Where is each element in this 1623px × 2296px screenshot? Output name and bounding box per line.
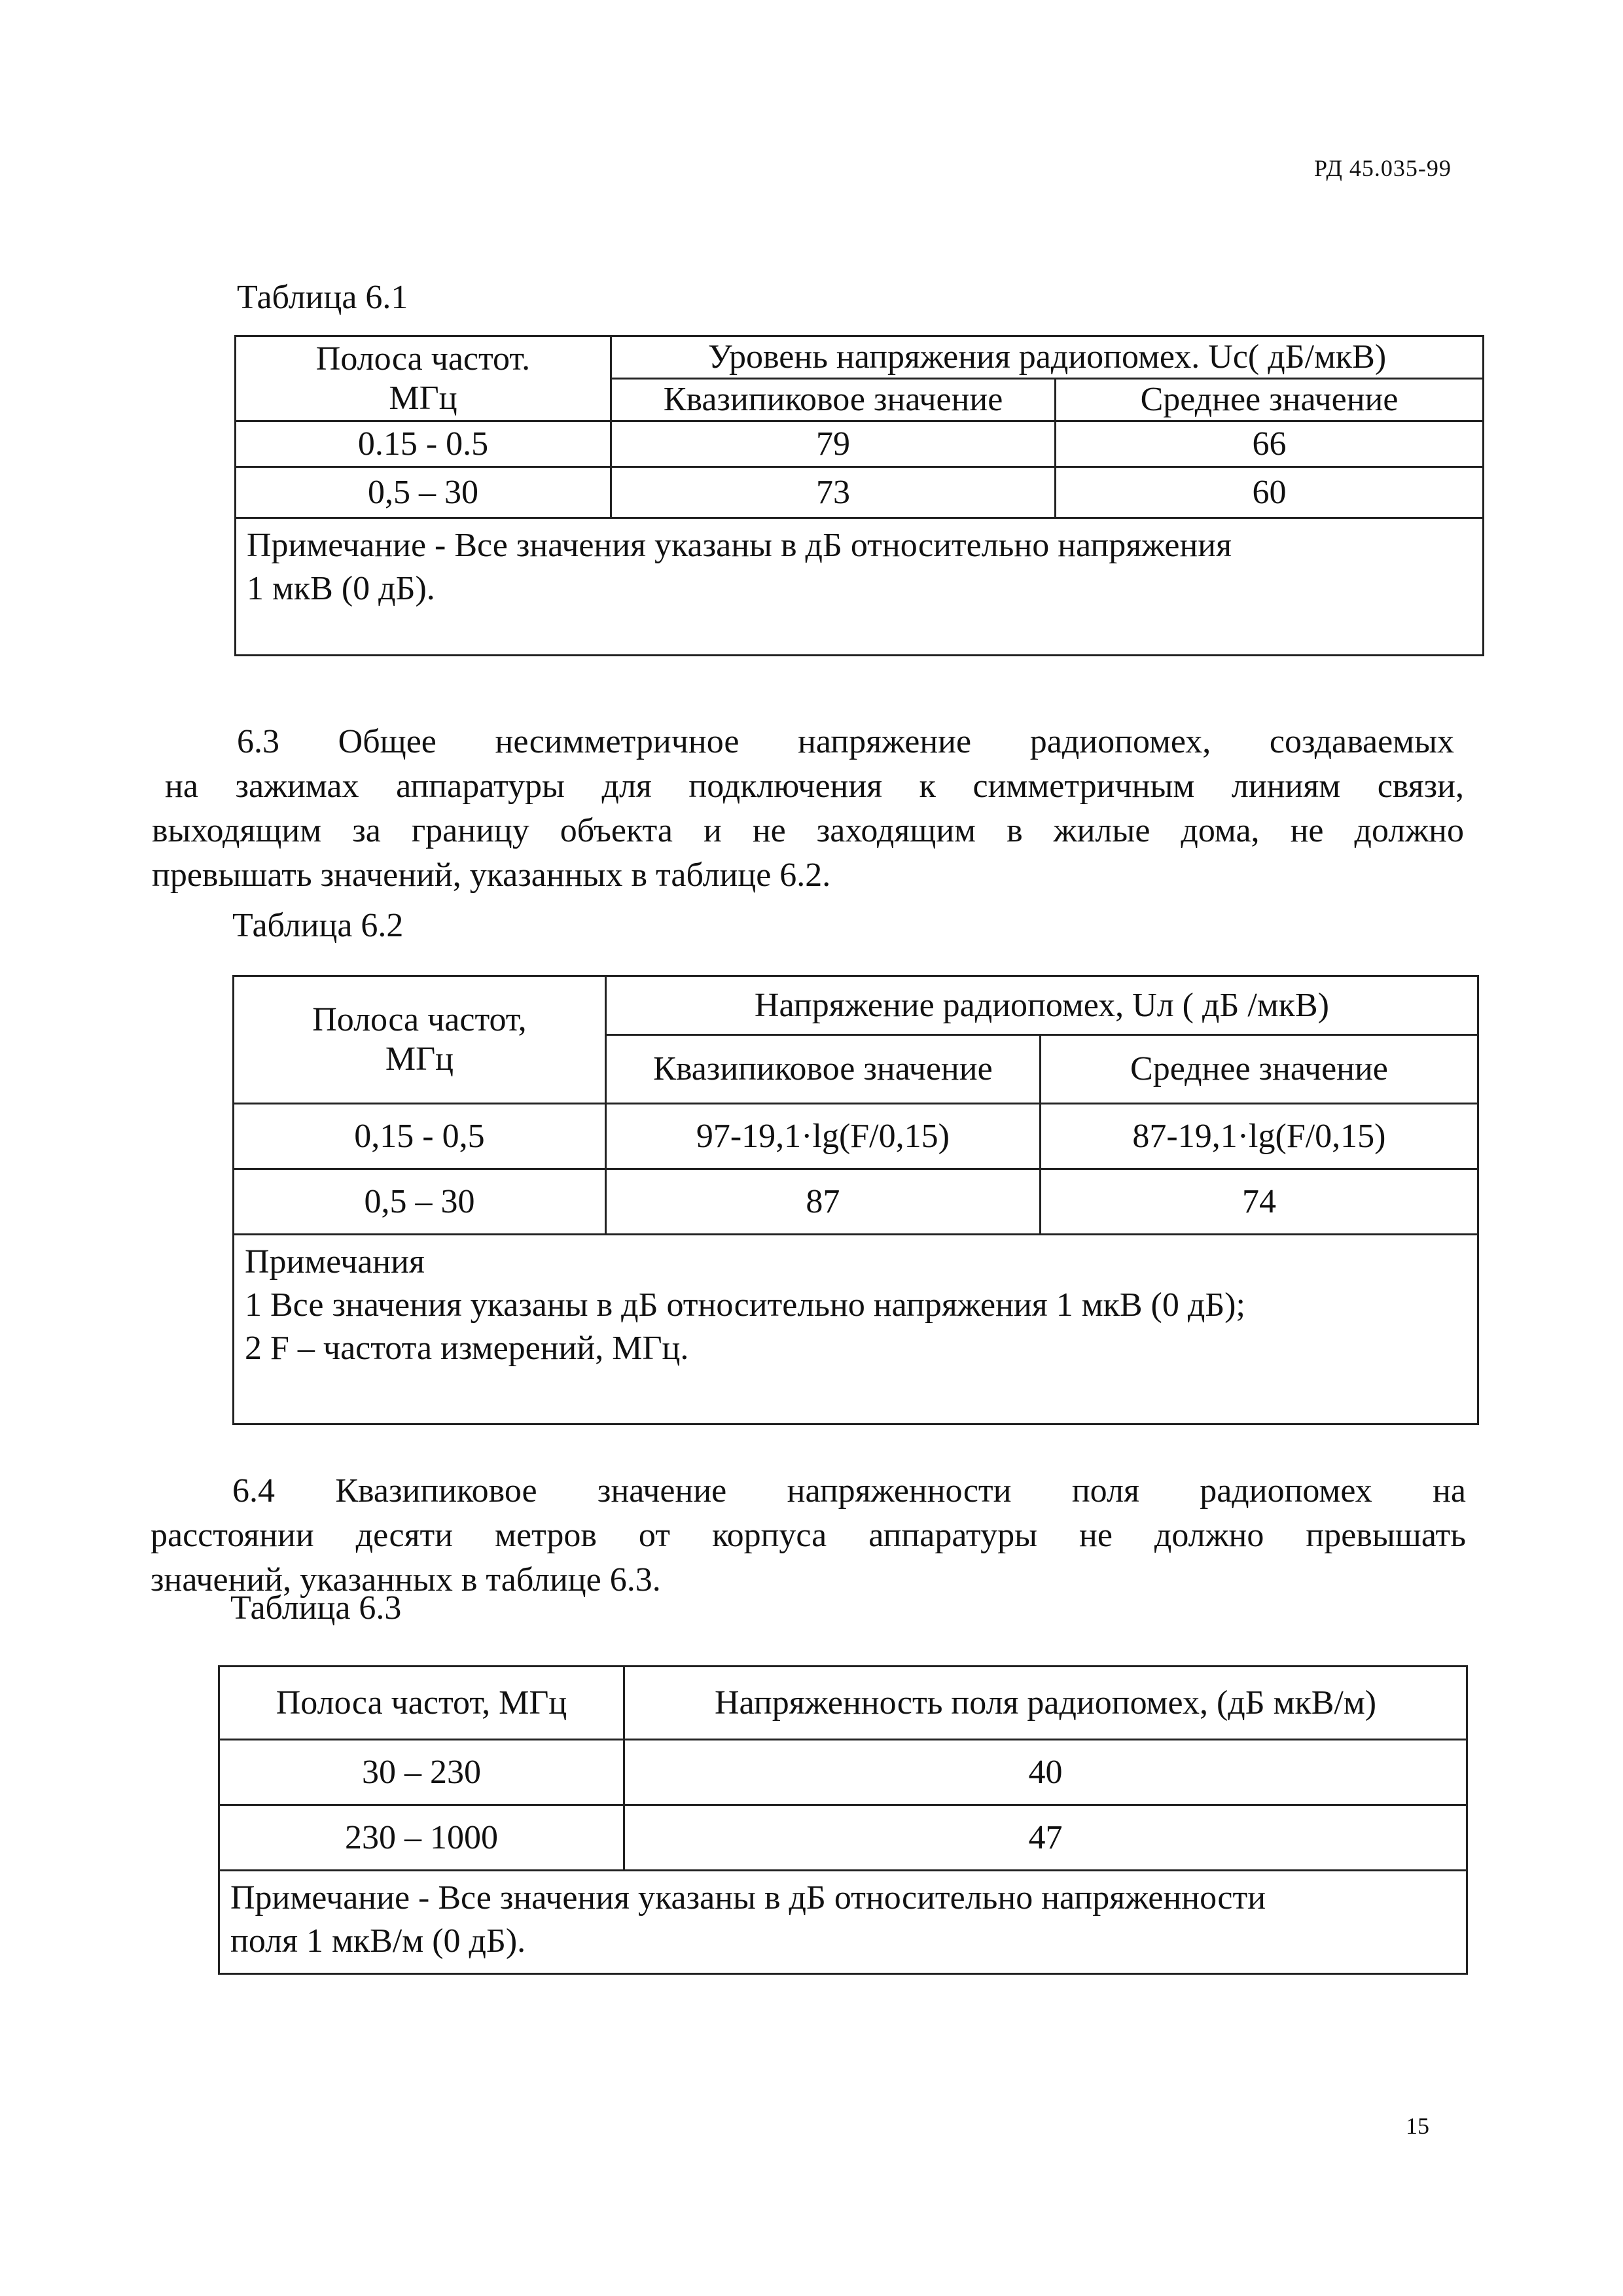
- paragraph-line: расстоянии десяти метров от корпуса аппаратуры не должно превышать: [151, 1517, 1466, 1554]
- cell-band: 230 – 1000: [219, 1805, 624, 1871]
- table-row: [234, 1169, 1478, 1235]
- table-6-2-caption: Таблица 6.2: [232, 907, 404, 944]
- table-header-band: [236, 336, 611, 421]
- cell-band: 0.15 - 0.5: [236, 421, 611, 467]
- header-band-line1: Полоса частот.: [315, 340, 531, 378]
- paragraph-line: 6.4 Квазипиковое значение напряженности поля радиопомех на: [232, 1472, 1466, 1510]
- header-band-line1: Полоса частот,: [312, 1001, 527, 1039]
- table-row: [236, 421, 1484, 467]
- table-note: [219, 1871, 1467, 1974]
- cell-avg: 74: [1040, 1169, 1478, 1235]
- note-line: 1 мкВ (0 дБ).: [247, 570, 435, 607]
- note-line: Примечание - Все значения указаны в дБ относительно напряженности: [230, 1879, 1266, 1916]
- table-6-3: [218, 1665, 1468, 1975]
- table-6-3-caption: Таблица 6.3: [230, 1589, 402, 1627]
- cell-quasi: 87: [605, 1169, 1040, 1235]
- cell-avg: 60: [1056, 467, 1484, 518]
- table-header-quasi: Квазипиковое значение: [605, 1035, 1040, 1104]
- note-line: 1 Все значения указаны в дБ относительно напряжения 1 мкВ (0 дБ);: [245, 1286, 1245, 1324]
- paragraph-line: на зажимах аппаратуры для подключения к симметричным линиям связи,: [165, 768, 1464, 805]
- document-code: РД 45.035-99: [1314, 155, 1452, 181]
- paragraph-line: значений, указанных в таблице 6.3.: [151, 1561, 661, 1598]
- cell-band: 0,15 - 0,5: [234, 1104, 606, 1169]
- table-row: [219, 1740, 1467, 1805]
- paragraph-6-4: [151, 1469, 1466, 1602]
- paragraph-line: выходящим за границу объекта и не заходящим в жилые дома, не должно: [152, 812, 1464, 849]
- paragraph-6-3: [152, 720, 1464, 898]
- cell-avg: 66: [1056, 421, 1484, 467]
- note-line: поля 1 мкВ/м (0 дБ).: [230, 1922, 526, 1960]
- cell-quasi: 79: [611, 421, 1056, 467]
- table-header-group: Напряжение радиопомех, Uл ( дБ /мкВ): [605, 976, 1478, 1035]
- cell-value: 40: [624, 1740, 1467, 1805]
- cell-avg: 87-19,1·lg(F/0,15): [1040, 1104, 1478, 1169]
- page-number: 15: [1406, 2113, 1429, 2139]
- table-row: [234, 1104, 1478, 1169]
- header-band-unit: МГц: [385, 1040, 454, 1078]
- table-6-2: [232, 975, 1479, 1425]
- table-note: [236, 518, 1484, 656]
- cell-value: 47: [624, 1805, 1467, 1871]
- table-note: [234, 1235, 1478, 1424]
- table-row: [219, 1805, 1467, 1871]
- note-line: 2 F – частота измерений, МГц.: [245, 1330, 689, 1367]
- table-header-band: [234, 976, 606, 1104]
- table-header-group: Уровень напряжения радиопомех. Uc( дБ/мкВ): [611, 336, 1484, 379]
- table-row: [236, 467, 1484, 518]
- table-6-1: [234, 335, 1484, 656]
- table-6-1-caption: Таблица 6.1: [237, 279, 408, 316]
- paragraph-line: превышать значений, указанных в таблице 6.2.: [152, 857, 831, 894]
- cell-band: 0,5 – 30: [236, 467, 611, 518]
- header-band-unit: МГц: [389, 379, 457, 417]
- cell-band: 30 – 230: [219, 1740, 624, 1805]
- table-header-band: Полоса частот, МГц: [219, 1667, 624, 1740]
- table-header-avg: Среднее значение: [1040, 1035, 1478, 1104]
- cell-quasi: 97-19,1·lg(F/0,15): [605, 1104, 1040, 1169]
- cell-quasi: 73: [611, 467, 1056, 518]
- note-line: Примечание - Все значения указаны в дБ относительно напряжения: [247, 527, 1232, 564]
- table-header-avg: Среднее значение: [1056, 379, 1484, 421]
- paragraph-line: 6.3 Общее несимметричное напряжение радиопомех, создаваемых: [237, 723, 1454, 760]
- cell-band: 0,5 – 30: [234, 1169, 606, 1235]
- table-header-field: Напряженность поля радиопомех, (дБ мкВ/м): [624, 1667, 1467, 1740]
- table-header-quasi: Квазипиковое значение: [611, 379, 1056, 421]
- note-title: Примечания: [245, 1243, 425, 1280]
